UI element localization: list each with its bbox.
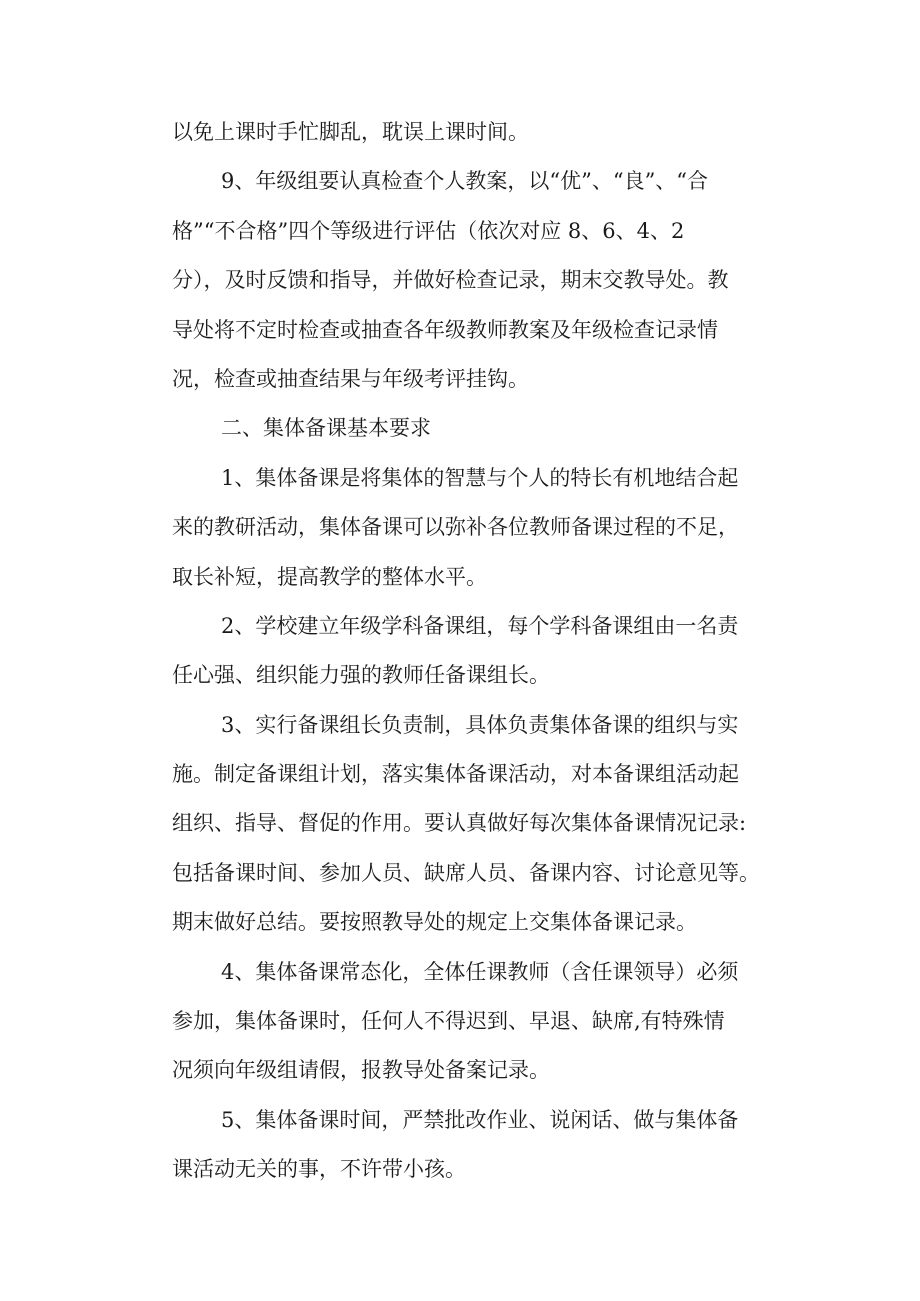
text-line: 分），及时反馈和指导，并做好检查记录，期末交教导处。教	[172, 268, 729, 293]
section-heading	[172, 404, 762, 453]
paragraph-item-2	[172, 602, 762, 701]
text-line: 包括备课时间、参加人员、缺席人员、备课内容、讨论意见等。	[172, 860, 760, 885]
paragraph-item-1	[172, 454, 762, 602]
text-line: 来的教研活动，集体备课可以弥补各位教师备课过程的不足，	[172, 515, 739, 540]
paragraph-continuation	[172, 108, 762, 157]
text-line: 施。制定备课组计划，落实集体备课活动，对本备课组活动起	[172, 762, 739, 787]
text-line: 期末做好总结。要按照教导处的规定上交集体备课记录。	[172, 910, 697, 935]
text-line: 导处将不定时检查或抽查各年级教师教案及年级检查记录情	[172, 317, 718, 342]
text-line: 参加，集体备课时，任何人不得迟到、早退、缺席,有特殊情	[172, 1009, 725, 1034]
text-line: 2、学校建立年级学科备课组，每个学科备课组由一名责	[221, 613, 739, 638]
text-line: 课活动无关的事，不许带小孩。	[172, 1157, 466, 1182]
text-line: 格”“不合格”四个等级进行评估（依次对应 8、6、4、2	[172, 218, 685, 243]
text-line: 任心强、组织能力强的教师任备课组长。	[172, 663, 550, 688]
document-body	[172, 108, 762, 1195]
text-line: 4、集体备课常态化，全体任课教师（含任课领导）必须	[221, 959, 739, 984]
paragraph-item-9	[172, 157, 762, 404]
paragraph-item-3	[172, 701, 762, 948]
text-line: 组织、指导、督促的作用。要认真做好每次集体备课情况记录:	[172, 811, 747, 836]
text-line: 况，检查或抽查结果与年级考评挂钩。	[172, 366, 529, 391]
text-line: 以免上课时手忙脚乱，耽误上课时间。	[172, 120, 529, 144]
paragraph-item-5	[172, 1096, 762, 1195]
text-line: 3、实行备课组长负责制，具体负责集体备课的组织与实	[221, 712, 739, 737]
text-line: 取长补短，提高教学的整体水平。	[172, 564, 487, 589]
paragraph-item-4	[172, 948, 762, 1096]
text-line: 况须向年级组请假，报教导处备案记录。	[172, 1058, 550, 1083]
text-line: 5、集体备课时间，严禁批改作业、说闲话、做与集体备	[221, 1107, 739, 1132]
section-title: 二、集体备课基本要求	[221, 416, 431, 441]
text-line: 9、年级组要认真检查个人教案，以“优”、“良”、“合	[221, 169, 709, 194]
text-line: 1、集体备课是将集体的智慧与个人的特长有机地结合起	[221, 465, 739, 490]
